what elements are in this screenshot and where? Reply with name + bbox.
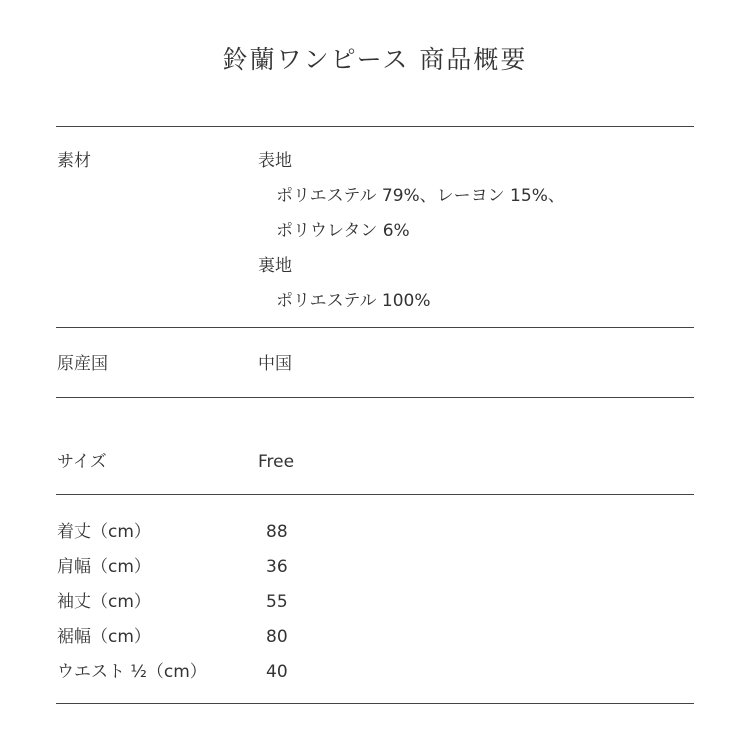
divider-top	[56, 126, 694, 127]
material-label: 素材	[57, 151, 91, 171]
outer-fabric-line-1: ポリエステル 79%、レーヨン 15%、	[276, 186, 565, 206]
measurement-value: 36	[266, 557, 288, 577]
origin-label: 原産国	[57, 354, 108, 374]
measurement-value: 80	[266, 627, 288, 647]
page-title: 鈴蘭ワンピース 商品概要	[222, 45, 528, 74]
measurement-value: 40	[266, 662, 288, 682]
measurement-label: 肩幅（cm）	[57, 557, 151, 577]
measurement-label: ウエスト ½（cm）	[57, 662, 207, 682]
measurement-label: 着丈（cm）	[57, 522, 151, 542]
lining-heading: 裏地	[258, 256, 292, 276]
outer-fabric-heading: 表地	[258, 151, 292, 171]
divider-size	[56, 494, 694, 495]
measurement-value: 88	[266, 522, 288, 542]
lining-line-1: ポリエステル 100%	[276, 291, 431, 311]
outer-fabric-line-2: ポリウレタン 6%	[276, 221, 410, 241]
size-label: サイズ	[57, 452, 107, 472]
measurement-label: 袖丈（cm）	[57, 592, 151, 612]
measurement-value: 55	[266, 592, 288, 612]
divider-bottom	[56, 703, 694, 704]
measurement-label: 裾幅（cm）	[57, 627, 151, 647]
origin-value: 中国	[258, 354, 292, 374]
size-value: Free	[258, 452, 295, 472]
divider-material	[56, 327, 694, 328]
divider-origin	[56, 397, 694, 398]
